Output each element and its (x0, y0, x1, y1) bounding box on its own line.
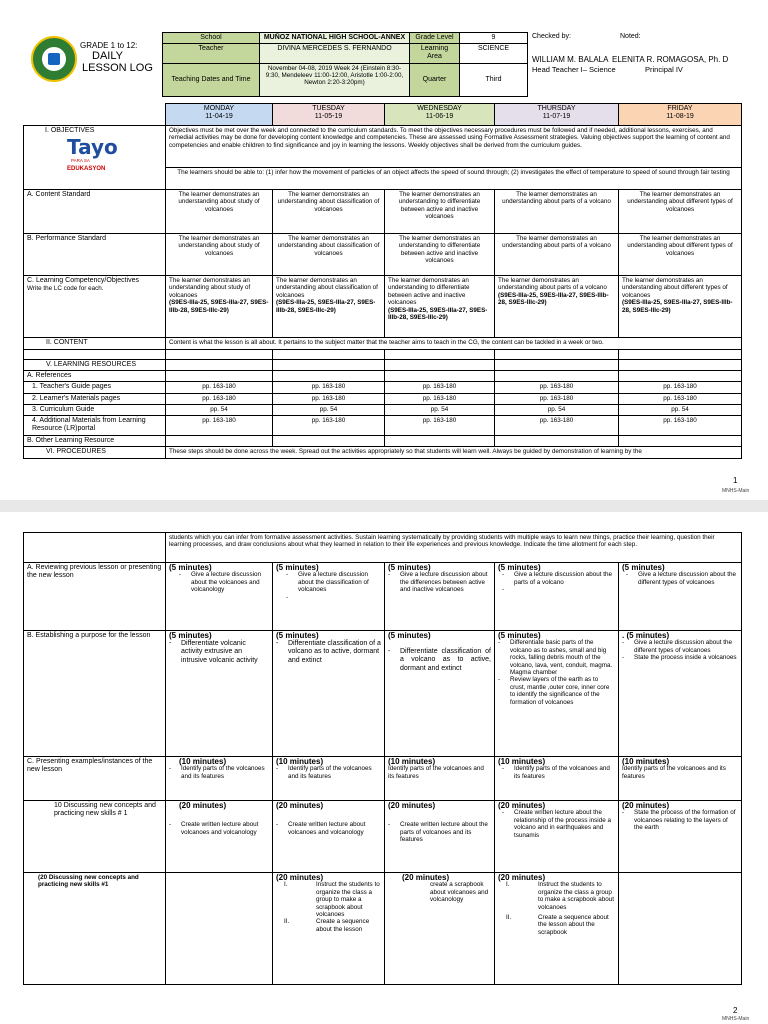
day-monday: MONDAY 11-04-19 (166, 104, 273, 126)
performance-standard-thursday: The learner demonstrates an understanding about parts of a volcano (495, 234, 619, 276)
discussing-2-tuesday: (20 minutes) I. Instruct the students to organize the class a group to make a scrapbook about volcanoes II. Create a sequence about the lesson (273, 873, 385, 985)
content-standard-monday: The learner demonstrates an understanding about study of volcanoes (166, 190, 273, 234)
reviewing-thursday: (5 minutes) - Give a lecture discussion about the parts of a volcano - (495, 563, 619, 631)
dll-title (80, 42, 153, 74)
examples-thursday: (10 minutes) - Identify parts of the volcanoes and its features (495, 757, 619, 801)
page-number-2: 2 (733, 1006, 738, 1015)
discussing-wednesday: (20 minutes) - Create written lecture about the parts of volcanoes and its features (385, 801, 495, 873)
procedures-table (23, 532, 742, 985)
performance-standard-wednesday: The learner demonstrates an understanding to differentiate between active and inactive volcanoes (385, 234, 495, 276)
purpose-friday: . (5 minutes) - Give a lecture discussion about the different types of volcanoes - State the process inside a volcanoes (619, 631, 742, 757)
reviewing-label: A. Reviewing previous lesson or presenting the new lesson (24, 563, 166, 631)
purpose-thursday: (5 minutes) - Differentiate basic parts of the volcano as to ashes, small and big rocks, falling debris mouth of the volcano, lava, vent, conduit, magma. Magma chamber - Review layers of the earth as to crust, mantle ,outer core, inner core to identify the significance of the formation of volcanoes (495, 631, 619, 757)
cg-row: 3. Curriculum Guide pp. 54 pp. 54 pp. 54 pp. 54 pp. 54 (24, 404, 742, 415)
row-discussing-2 (24, 873, 742, 985)
noter-name: ELENITA R. ROMAGOSA, Ph. D (612, 55, 729, 64)
discussing-tuesday: (20 minutes) - Create written lecture about volcanoes and volcanology (273, 801, 385, 873)
noter-title: Principal IV (645, 65, 683, 74)
footer-tag-2: MNHS-Main (722, 1016, 750, 1022)
purpose-label: B. Establishing a purpose for the lesson (24, 631, 166, 757)
content-standard-friday: The learner demonstrates an understanding about different types of volcanoes (619, 190, 742, 234)
competency-wednesday: The learner demonstrates an understanding to differentiate between active and inactive volcanoes (S9ES-IIIa-25, S9ES-IIIa-27, S9ES-IIIb-28, S9ES-IIIc-29) (385, 276, 495, 338)
tayo-logo: Tayo PARA SA EDUKASYON (67, 135, 118, 173)
tg-row: 1. Teacher's Guide pages pp. 163-180 pp. 163-180 pp. 163-180 pp. 163-180 pp. 163-180 (24, 382, 742, 393)
objectives-label: I. OBJECTIVES Tayo PARA SA EDUKASYON (24, 126, 166, 190)
reviewing-tuesday: (5 minutes) - Give a lecture discussion about the classification of volcanoes - (273, 563, 385, 631)
competency-tuesday: The learner demonstrates an understanding about classification of volcanoes (S9ES-IIIa-25, S9ES-IIIa-27, S9ES-IIIb-28, S9ES-IIIc-29) (273, 276, 385, 338)
school-label: School (163, 33, 260, 44)
content-standard-label: A. Content Standard (24, 190, 166, 234)
other-resource-label: B. Other Learning Resource (24, 436, 166, 447)
objectives-able: The learners should be able to: (1) infer how the movement of particles of an object affects the speed of sound through; (2) investigates the effect of temperature to speed of sound through fair testing (166, 168, 742, 190)
content-standard-thursday: The learner demonstrates an understanding about parts of a volcano (495, 190, 619, 234)
competency-row (24, 276, 742, 338)
grade-level-label: Grade Level (410, 33, 460, 44)
resources-row (24, 360, 742, 371)
performance-standard-friday: The learner demonstrates an understanding about different types of volcanoes (619, 234, 742, 276)
discussing-monday: (20 minutes) - Create written lecture about volcanoes and volcanology (166, 801, 273, 873)
content-label: II. CONTENT (24, 338, 166, 350)
purpose-tuesday: (5 minutes) - Differentiate classification of a volcano as to active, dormant and extinct (273, 631, 385, 757)
footer-tag-1: MNHS-Main (722, 488, 750, 494)
grade-range: GRADE 1 to 12: (80, 41, 138, 50)
examples-monday: (10 minutes) - Identify parts of the volcanoes and its features (166, 757, 273, 801)
examples-wednesday: (10 minutes) Identify parts of the volcanoes and its features (385, 757, 495, 801)
school-logo (31, 36, 77, 82)
examples-friday: (10 minutes) Identify parts of the volcanoes and its features (619, 757, 742, 801)
page-1 (0, 0, 768, 500)
competency-thursday: The learner demonstrates an understanding about parts of a volcano (S9ES-IIIa-25, S9ES-IIIa-27, S9ES-IIIb-28, S9ES-IIIc-29) (495, 276, 619, 338)
discussing-2-label: (20 Discussing new concepts and practicing new skills #1 (24, 873, 166, 985)
checker-name: WILLIAM M. BALALA (532, 55, 609, 64)
procedures-row (24, 447, 742, 459)
examples-tuesday: (10 minutes) - Identify parts of the volcanoes and its features (273, 757, 385, 801)
content-standard-tuesday: The learner demonstrates an understanding about classification of volcanoes (273, 190, 385, 234)
discussing-thursday: (20 minutes) - Create written lecture about the relationship of the process inside a volcano and in earthquakes and tsunamis (495, 801, 619, 873)
noted-label: Noted: (620, 33, 641, 40)
row-discussing-1 (24, 801, 742, 873)
day-friday: FRIDAY 11-08-19 (619, 104, 742, 126)
performance-standard-row (24, 234, 742, 276)
discussing-2-monday (166, 873, 273, 985)
days-header-row (24, 104, 742, 126)
learning-area-value: SCIENCE (460, 44, 528, 63)
lm-row: 2. Learner's Materials pages pp. 163-180 pp. 163-180 pp. 163-180 pp. 163-180 pp. 163-180 (24, 393, 742, 404)
examples-label: C. Presenting examples/instances of the new lesson (24, 757, 166, 801)
reviewing-friday: (5 minutes) - Give a lecture discussion about the different types of volcanoes (619, 563, 742, 631)
reviewing-wednesday: (5 minutes) - Give a lecture discussion about the differences between active and inactive volcanoes (385, 563, 495, 631)
learning-area-label: Learning Area (410, 44, 460, 63)
quarter-label: Quarter (410, 63, 460, 96)
teacher-label: Teacher (163, 44, 260, 63)
purpose-monday: (5 minutes) - Differentiate volcanic activity extrusive an intrusive volcanic activity (166, 631, 273, 757)
procedures-label: VI. PROCEDURES (24, 447, 166, 459)
reviewing-monday: (5 minutes) - Give a lecture discussion about the volcanoes and volcanology (166, 563, 273, 631)
day-thursday: THURSDAY 11-07-19 (495, 104, 619, 126)
dates-value: November 04-08, 2019 Week 24 (Einstein 8:30-9:30, Mendeleev 11:00-12:00, Aristotle 1:00-2:00, Newton 2:20-3:20pm) (260, 63, 410, 96)
purpose-wednesday: (5 minutes) - Differentiate classification of a volcano as to active, dormant and extinct (385, 631, 495, 757)
page-number-1: 1 (733, 476, 738, 485)
performance-standard-monday: The learner demonstrates an understanding about study of volcanoes (166, 234, 273, 276)
references-label: A. References (24, 371, 166, 382)
header-table (162, 32, 528, 97)
discussing-2-wednesday: (20 minutes) create a scrapbook about volcanoes and volcanology (385, 873, 495, 985)
procedures-text: These steps should be done across the week. Spread out the activities appropriately so that students will learn well. Always be guided by demonstration of learning by the (166, 447, 742, 459)
discussing-2-friday (619, 873, 742, 985)
day-wednesday: WEDNESDAY 11-06-19 (385, 104, 495, 126)
page-2 (0, 512, 768, 1024)
content-text: Content is what the lesson is all about. It pertains to the subject matter that the teacher aims to teach in the CG, the content can be tackled in a week or two. (166, 338, 742, 350)
competency-monday: The learner demonstrates an understanding about study of volcanoes (S9ES-IIIa-25, S9ES-IIIa-27, S9ES-IIIb-28, S9ES-IIIc-29) (166, 276, 273, 338)
procedures-text-continued: students which you can infer from formative assessment activities. Sustain learning systematically by providing students with multiple ways to learn new things, practice their learning, question their learning processes, and draw conclusions about what they learned in relation to their life experiences and previous knowledge. Indicate the time allotment for each step. (166, 533, 742, 563)
competency-label: C. Learning Competency/Objectives Write the LC code for each. (24, 276, 166, 338)
day-tuesday: TUESDAY 11-05-19 (273, 104, 385, 126)
row-reviewing (24, 563, 742, 631)
discussing-label: 10 Discussing new concepts and practicing new skills # 1 (24, 801, 166, 873)
title-lesson-log: LESSON LOG (82, 62, 153, 75)
competency-friday: The learner demonstrates an understanding about different types of volcanoes (S9ES-IIIa-25, S9ES-IIIa-27, S9ES-IIIb-28, S9ES-IIIc-29) (619, 276, 742, 338)
content-standard-wednesday: The learner demonstrates an understanding to differentiate between active and inactive volcanoes (385, 190, 495, 234)
row-examples (24, 757, 742, 801)
objectives-intro: Objectives must be met over the week and connected to the curriculum standards. To meet the objectives necessary procedures must be followed and if needed, additional lessons, exercises, and remedial activities may be done for developing content knowledge and competencies. These are assessed using Formative Assessment strategies. Valuing objectives support the learning of content and competencies and enable children to find significance and joy in learning the lessons. Weekly objectives shall be derived from the curriculum guides. (166, 126, 742, 168)
performance-standard-tuesday: The learner demonstrates an understanding about classification of volcanoes (273, 234, 385, 276)
content-standard-row (24, 190, 742, 234)
resources-label: V. LEARNING RESOURCES (24, 360, 166, 371)
discussing-2-thursday: (20 minutes) I. Instruct the students to organize the class a group to make a scrapbook about volcanoes II. Create a sequence about the lesson about the scrapbook (495, 873, 619, 985)
dates-label: Teaching Dates and Time (163, 63, 260, 96)
grade-level-value: 9 (460, 33, 528, 44)
lesson-log-table (23, 103, 742, 459)
row-purpose (24, 631, 742, 757)
checked-by-label: Checked by: (532, 33, 571, 40)
content-row (24, 338, 742, 350)
quarter-value: Third (460, 63, 528, 96)
lr-row: 4. Additional Materials from Learning Resource (LR)portal pp. 163-180 pp. 163-180 pp. 163-180 pp. 163-180 pp. 163-180 (24, 416, 742, 436)
performance-standard-label: B. Performance Standard (24, 234, 166, 276)
checker-title: Head Teacher I– Science (532, 65, 616, 74)
discussing-friday: (20 minutes) - State the process of the formation of volcanoes relating to the layers of the earth (619, 801, 742, 873)
school-value: MUÑOZ NATIONAL HIGH SCHOOL-ANNEX (260, 33, 410, 44)
title-daily: DAILY (92, 50, 123, 63)
page-gap (0, 500, 768, 512)
teacher-value: DIVINA MERCEDES S. FERNANDO (260, 44, 410, 63)
